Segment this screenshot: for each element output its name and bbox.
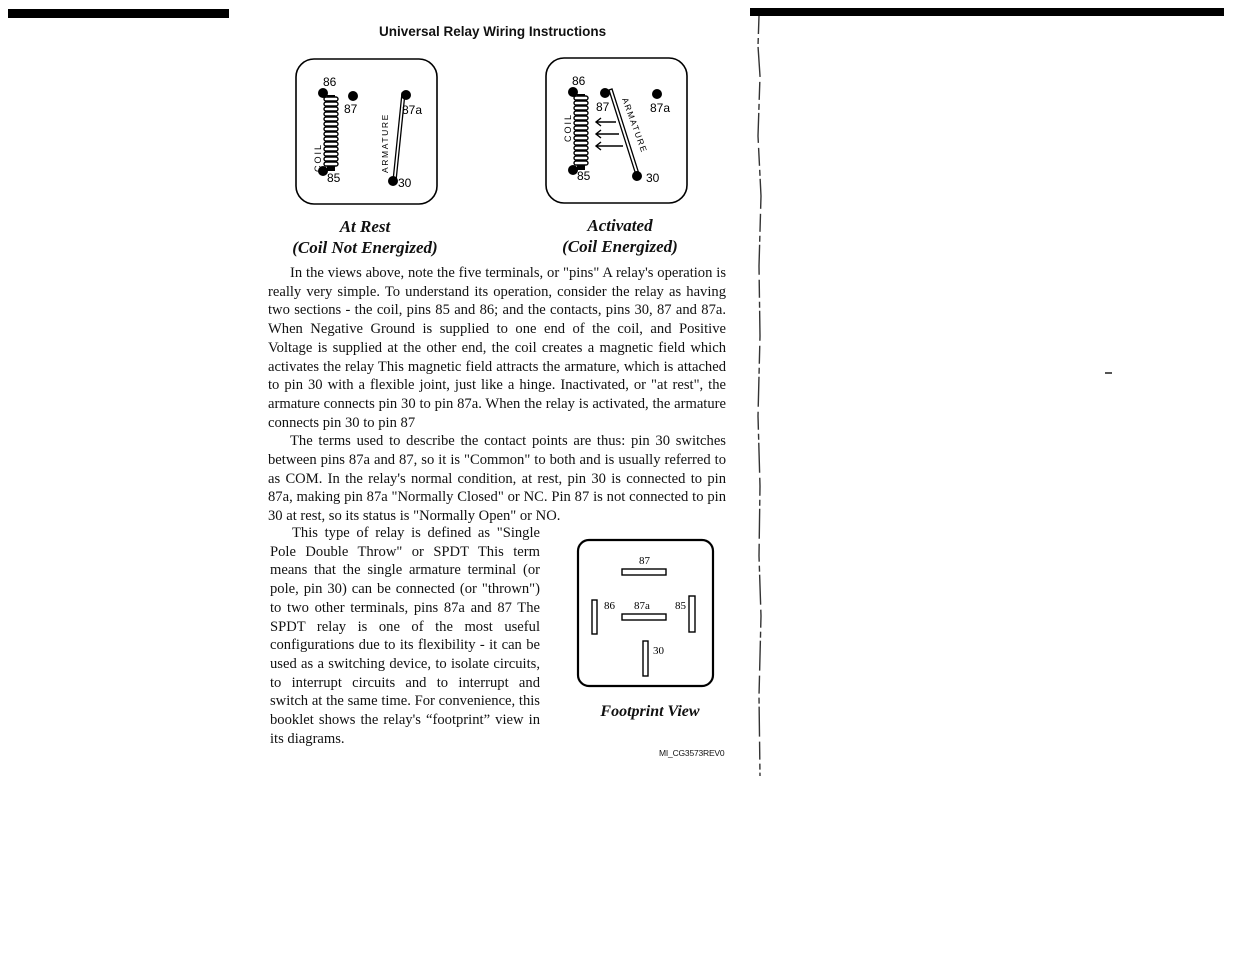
activated-caption <box>530 215 710 257</box>
label-pin-87: 87 <box>596 100 610 114</box>
relay-activated-diagram <box>544 56 690 206</box>
coil-winding <box>324 97 338 166</box>
activated-subtitle: (Coil Energized) <box>562 237 678 256</box>
pin-30-blade <box>643 641 648 676</box>
pin-87a-blade <box>622 614 666 620</box>
label-fp-87a: 87a <box>634 600 650 612</box>
label-pin-87a: 87a <box>402 103 423 117</box>
label-fp-86: 86 <box>604 600 615 612</box>
label-pin-87: 87 <box>344 102 358 116</box>
activated-title: Activated <box>587 216 653 235</box>
label-pin-85: 85 <box>577 169 591 183</box>
at-rest-title: At Rest <box>339 217 391 236</box>
label-fp-30: 30 <box>653 645 664 657</box>
relay-at-rest-diagram <box>294 57 440 207</box>
at-rest-caption <box>270 216 460 258</box>
label-armature: ARMATURE <box>620 96 650 155</box>
diagram-frame <box>296 59 437 204</box>
label-coil: COIL <box>563 112 573 142</box>
pin-87-blade <box>622 569 666 575</box>
coil-winding <box>574 96 588 165</box>
label-pin-86: 86 <box>323 75 337 89</box>
pin-87a-dot <box>401 90 411 100</box>
label-fp-85: 85 <box>675 600 686 612</box>
paragraph-terms: The terms used to describe the contact points are thus: pin 30 switches between pins 87a and 87, so it is "Common" to both and is usually referred to as COM. In the relay's normal condition, at rest, pin 30 is connected to pin 87a, making pin 87a "Normally Closed" or NC. Pin 87 is not connected to pin 30 at rest, so its status is "Normally Open" or NO. <box>268 433 726 525</box>
page-heading: Universal Relay Wiring Instructions <box>379 24 607 39</box>
pin-87a-dot <box>652 89 662 99</box>
label-fp-87: 87 <box>639 555 650 567</box>
label-pin-30: 30 <box>398 176 412 190</box>
label-pin-87a: 87a <box>650 101 671 115</box>
paragraph-spdt: This type of relay is defined as "Single Pole Double Throw" or SPDT This term means that the single armature terminal (or pole, pin 30) can be connected (or "thrown") to two other terminals, pins 87a and 87 The SPDT relay is one of the most useful configurations due to its flexibility - it can be used as a switching device, to isolate circuits, to interrupt circuits and to interrupt and switch at the same time. For convenience, this booklet shows the relay's “footprint” view in its diagrams. <box>270 525 540 747</box>
at-rest-subtitle: (Coil Not Energized) <box>292 238 438 257</box>
scan-edge-artifact <box>752 16 766 776</box>
label-pin-86: 86 <box>572 74 586 88</box>
top-rule-right <box>750 8 1224 16</box>
pin-87-dot <box>348 91 358 101</box>
stray-mark <box>1105 372 1112 374</box>
document-code: MI_CG3573REV0 <box>659 748 725 758</box>
top-rule-left <box>8 9 229 18</box>
label-armature: ARMATURE <box>380 113 390 173</box>
footprint-caption: Footprint View <box>600 703 700 720</box>
pin-85-blade <box>689 596 695 632</box>
pin-30-dot <box>632 171 642 181</box>
label-coil: COIL <box>313 142 323 172</box>
label-pin-85: 85 <box>327 171 341 185</box>
paragraph-pins: In the views above, note the five terminals, or "pins" A relay's operation is really very simple. To understand its operation, consider the relay as having two sections - the coil, pins 85 and 86; and the contacts, pins 30, 87 and 87a. When Negative Ground is supplied to one end of the coil, and Positive Voltage is supplied at the other end, the coil creates a magnetic field which activates the relay This magnetic field attracts the armature, which is attached to pin 30 with a flexible joint, just like a hinge. Inactivated, or "at rest", the armature connects pin 30 to pin 87a. When the relay is activated, the armature connects pin 30 to pin 87 <box>268 265 726 431</box>
label-pin-30: 30 <box>646 171 660 185</box>
spdt-text-block <box>270 524 540 748</box>
footprint-diagram <box>576 538 716 690</box>
pin-86-blade <box>592 600 597 634</box>
main-text-block <box>268 264 726 526</box>
